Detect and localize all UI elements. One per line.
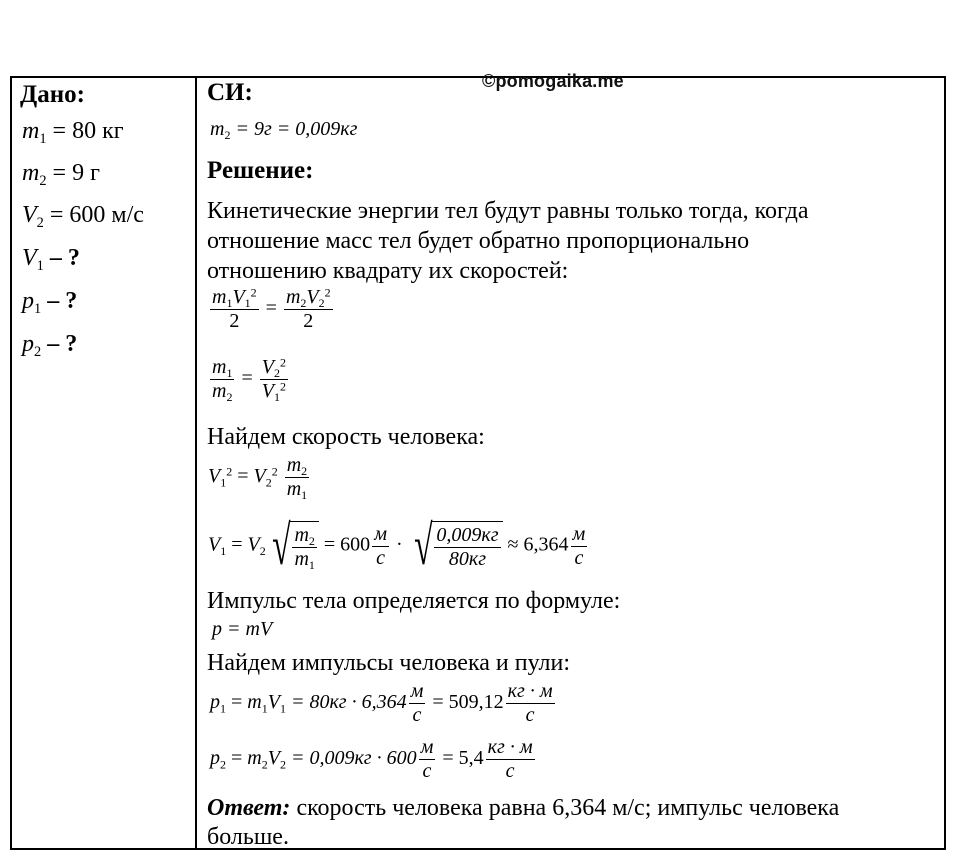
formula-energy-equality: $\frac{m_1V_1^2}{2}$ = $\frac{m_2V_2^2}{2}$ [212,285,331,332]
answer-line-2: больше. [207,824,289,850]
question-p1: $p_1$ – ? [22,288,78,318]
solution-para-2: отношение масс тел будет обратно пропорционально [207,228,750,254]
solution-table [10,76,946,850]
given-v2: $V_2 = 600$ м/с [22,202,144,232]
find-speed-heading: Найдем скорость человека: [207,424,485,450]
formula-p1: $p_1 = m_1V_1 = 80кг \cdot 6,364$ $\frac{м}{с}$ = 509,12 $\frac{кг \cdot м}{с}$ [210,680,553,726]
answer-label: Ответ: [207,795,291,821]
formula-v1-squared: $V_1^2 = V_2^2$ $\frac{m_2}{m_1}$ [208,454,308,503]
given-m1: $m_1 = 80$ кг [22,118,124,148]
formula-v1-result: $V_1 = V_2$ √ $\frac{m_2}{m_1}$ = 600 $\frac{м}{с}$ · √ $\frac{0,009кг}{80кг}$ ≈ 6,364 $\frac{м}{с}$ [208,515,586,577]
solution-para-3: отношению квадрату их скоростей: [207,258,569,284]
solution-title: Решение: [207,157,314,184]
given-column [20,80,190,110]
formula-impulse: p = mV [212,618,273,640]
question-v1: $V_1$ – ? [22,245,80,275]
si-title: СИ: [207,79,253,106]
answer-line-1 [207,793,839,823]
si-conversion: $m_2 = 9г = 0,009кг$ [210,118,358,143]
solution-para-1: Кинетические энергии тел будут равны только тогда, когда [207,198,809,224]
formula-mass-ratio: $\frac{m_1}{m_2}$ = $\frac{V_2^2}{V_1^2}$ [212,355,286,405]
question-p2: $p_2$ – ? [22,331,78,361]
formula-p2: $p_2 = m_2V_2 = 0,009кг \cdot 600$ $\frac{м}{с}$ = 5,4 $\frac{кг \cdot м}{с}$ [210,736,533,782]
given-m2: $m_2 = 9$ г [22,160,100,190]
given-title: Дано: [20,81,85,108]
watermark: ©pomogaika.me [482,71,624,91]
impulse-definition-heading: Импульс тела определяется по формуле: [207,588,621,614]
answer-text: скорость человека равна 6,364 м/с; импульс человека [290,795,840,821]
column-divider [195,76,197,850]
find-impulses-heading: Найдем импульсы человека и пули: [207,650,571,676]
